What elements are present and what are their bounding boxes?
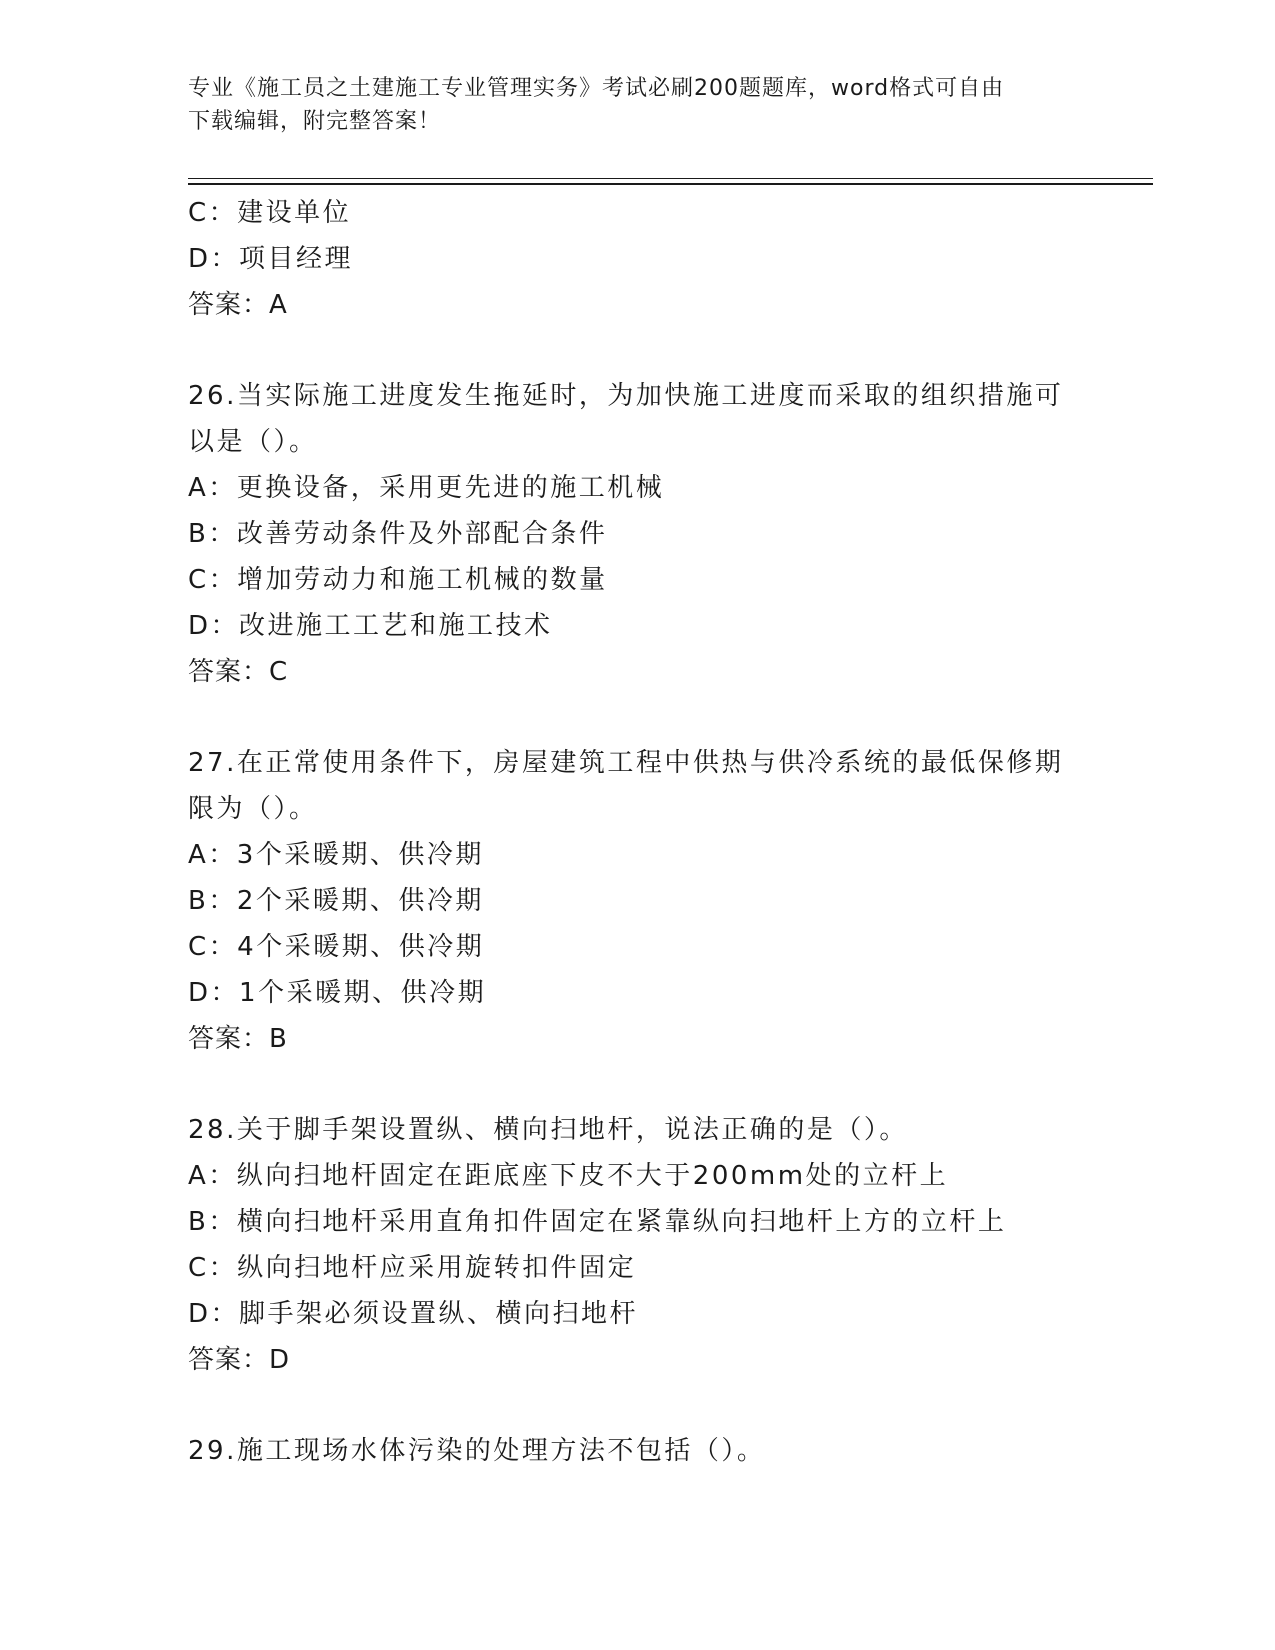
question-stem: 限为（）。 bbox=[188, 794, 318, 824]
answer: 答案：C bbox=[188, 657, 289, 687]
option-d: D：项目经理 bbox=[188, 244, 354, 274]
page-header bbox=[188, 72, 1088, 138]
question-stem: 27.在正常使用条件下，房屋建筑工程中供热与供冷系统的最低保修期 bbox=[188, 748, 1064, 778]
option-c: C：建设单位 bbox=[188, 198, 352, 228]
option-c: C：4个采暖期、供冷期 bbox=[188, 932, 485, 962]
answer: 答案：A bbox=[188, 290, 288, 320]
option-c: C：纵向扫地杆应采用旋转扣件固定 bbox=[188, 1253, 637, 1283]
header-line-2: 下载编辑，附完整答案！ bbox=[188, 109, 442, 134]
header-line-1: 专业《施工员之土建施工专业管理实务》考试必刷200题题库，word格式可自由 bbox=[188, 76, 1005, 101]
question-content bbox=[188, 190, 1088, 1474]
question-27 bbox=[188, 740, 1088, 1062]
option-c: C：增加劳动力和施工机械的数量 bbox=[188, 565, 608, 595]
option-d: D：1个采暖期、供冷期 bbox=[188, 978, 487, 1008]
option-a: A：纵向扫地杆固定在距底座下皮不大于200mm处的立杆上 bbox=[188, 1161, 949, 1191]
question-stem: 以是（）。 bbox=[188, 427, 318, 457]
option-a: A：更换设备，采用更先进的施工机械 bbox=[188, 473, 665, 503]
option-b: B：改善劳动条件及外部配合条件 bbox=[188, 519, 608, 549]
question-28 bbox=[188, 1107, 1088, 1383]
question-stem: 26.当实际施工进度发生拖延时，为加快施工进度而采取的组织措施可 bbox=[188, 381, 1064, 411]
header-divider bbox=[188, 178, 1153, 185]
answer: 答案：B bbox=[188, 1024, 288, 1054]
option-b: B：2个采暖期、供冷期 bbox=[188, 886, 484, 916]
question-29 bbox=[188, 1428, 1088, 1474]
question-26 bbox=[188, 373, 1088, 695]
option-b: B：横向扫地杆采用直角扣件固定在紧靠纵向扫地杆上方的立杆上 bbox=[188, 1207, 1007, 1237]
option-d: D：脚手架必须设置纵、横向扫地杆 bbox=[188, 1299, 639, 1329]
option-a: A：3个采暖期、供冷期 bbox=[188, 840, 484, 870]
question-stem: 28.关于脚手架设置纵、横向扫地杆，说法正确的是（）。 bbox=[188, 1115, 908, 1145]
prev-question-block bbox=[188, 190, 1088, 328]
question-stem: 29.施工现场水体污染的处理方法不包括（）。 bbox=[188, 1436, 766, 1466]
answer: 答案：D bbox=[188, 1345, 291, 1375]
option-d: D：改进施工工艺和施工技术 bbox=[188, 611, 553, 641]
